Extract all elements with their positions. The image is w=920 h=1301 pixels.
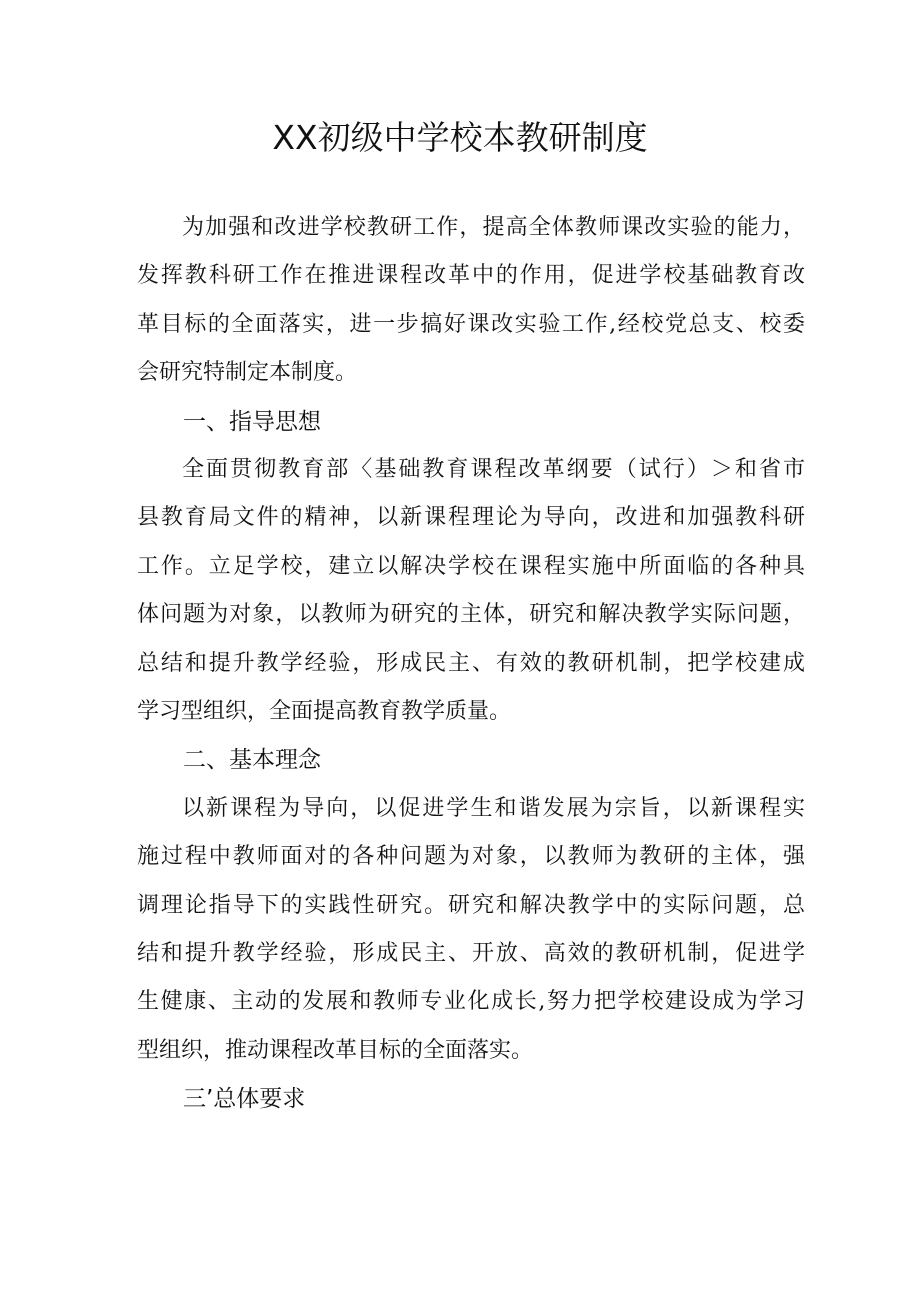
paragraph-line: 革目标的全面落实，进一步搞好课改实验工作,经校党总支、校委 [137,311,805,337]
paragraph-line: 以新课程为导向，以促进学生和谐发展为宗旨，以新课程实 [182,795,805,821]
paragraph-line: 发挥教科研工作在推进课程改革中的作用，促进学校基础教育改 [137,263,805,289]
document-title: XX初级中学校本教研制度 [272,118,648,157]
paragraph-line: 会研究特制定本制度。 [137,360,358,386]
paragraph-line: 体问题为对象，以教师为研究的主体，研究和解决教学实际问题， [137,602,805,628]
paragraph-line: 全面贯彻教育部〈基础教育课程改革纲要（试行）＞和省市 [182,457,805,482]
paragraph-line: 施过程中教师面对的各种问题为对象，以教师为教研的主体，强 [137,844,805,870]
paragraph-line: 调理论指导下的实践性研究。研究和解决教学中的实际问题，总 [137,892,805,918]
paragraph-line: 总结和提升教学经验，形成民主、有效的教研机制，把学校建成 [137,650,805,676]
paragraph-line: 结和提升教学经验，形成民主、开放、高效的教研机制，促进学 [137,941,805,966]
section-heading: 一、指导思想 [183,408,321,435]
paragraph-line: 县教育局文件的精神，以新课程理论为导向，改进和加强教科研 [137,505,805,531]
section-heading: 二、基本理念 [183,747,321,774]
paragraph-line: 工作。立足学校，建立以解决学校在课程实施中所面临的各种具 [137,553,805,579]
section-heading: 三’总体要求 [183,1086,306,1113]
paragraph-line: 生健康、主动的发展和教师专业化成长,努力把学校建设成为学习 [137,989,805,1015]
paragraph-line: 型组织，推动课程改革目标的全面落实。 [137,1037,534,1063]
paragraph-line: 为加强和改进学校教研工作，提高全体教师课改实验的能力， [182,215,805,240]
paragraph-line: 学习型组织，全面提高教育教学质量。 [137,699,512,724]
